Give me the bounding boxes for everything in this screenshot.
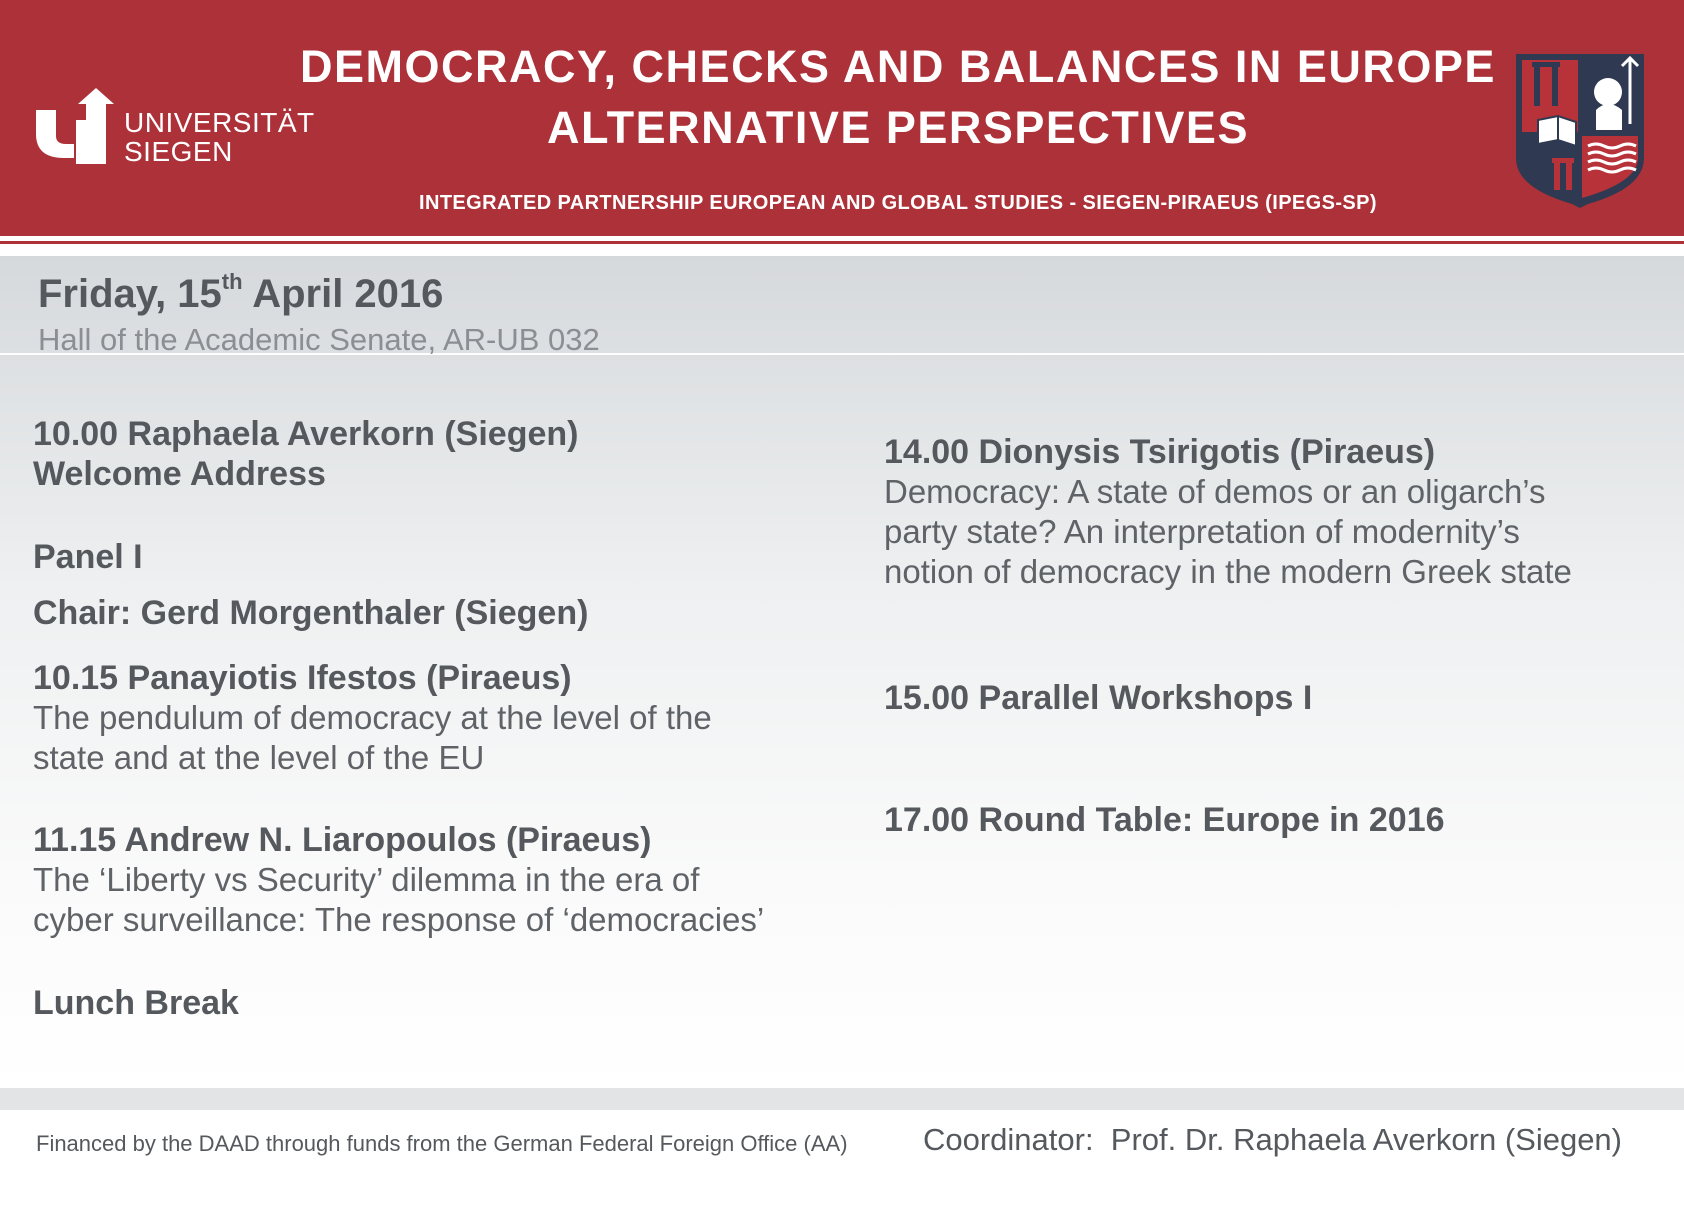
schedule-item xyxy=(33,820,764,940)
item-description: cyber surveillance: The response of ‘democracies’ xyxy=(33,901,765,938)
piraeus-crest-icon xyxy=(1512,50,1648,208)
event-venue: Hall of the Academic Senate, AR-UB 032 xyxy=(38,322,600,357)
page-subtitle: INTEGRATED PARTNERSHIP EUROPEAN AND GLOBAL STUDIES - SIEGEN-PIRAEUS (IPEGS-SP) xyxy=(419,192,1377,214)
schedule-item xyxy=(33,414,578,494)
siegen-u-icon xyxy=(36,84,116,164)
item-description: state and at the level of the EU xyxy=(33,739,485,776)
item-heading: 10.15 Panayiotis Ifestos (Piraeus) xyxy=(33,659,572,697)
footer-band xyxy=(0,1088,1684,1110)
schedule-item xyxy=(33,658,712,778)
date-suffix: th xyxy=(221,268,243,294)
item-description: party state? An interpretation of modernity’s xyxy=(884,513,1520,550)
title-line-2: ALTERNATIVE PERSPECTIVES xyxy=(547,102,1249,153)
header-divider xyxy=(0,241,1684,244)
item-heading: Panel I xyxy=(33,538,143,576)
university-siegen-logo xyxy=(36,84,336,174)
university-name xyxy=(124,108,315,166)
item-description: notion of democracy in the modern Greek state xyxy=(884,553,1572,590)
logo-line-1: UNIVERSITÄT xyxy=(124,107,315,138)
item-heading: 10.00 Raphaela Averkorn (Siegen) xyxy=(33,415,579,453)
item-heading: 14.00 Dionysis Tsirigotis (Piraeus) xyxy=(884,433,1436,471)
item-description: The ‘Liberty vs Security’ dilemma in the era of xyxy=(33,861,700,898)
title-line-1: DEMOCRACY, CHECKS AND BALANCES IN EUROPE xyxy=(300,41,1496,92)
date-day: Friday, 15 xyxy=(38,272,222,316)
header-banner xyxy=(0,0,1684,236)
funding-note: Financed by the DAAD through funds from the German Federal Foreign Office (AA) xyxy=(36,1131,848,1156)
logo-line-2: SIEGEN xyxy=(124,136,233,167)
page-title xyxy=(300,36,1496,158)
schedule-item xyxy=(33,983,239,1023)
item-heading: 15.00 Parallel Workshops I xyxy=(884,679,1313,717)
item-subheading: Welcome Address xyxy=(33,455,326,493)
date-month-year: April 2016 xyxy=(242,272,444,316)
item-heading: Lunch Break xyxy=(33,984,239,1022)
item-heading: 11.15 Andrew N. Liaropoulos (Piraeus) xyxy=(33,821,652,859)
item-subheading: Chair: Gerd Morgenthaler (Siegen) xyxy=(33,594,589,632)
schedule-item xyxy=(33,537,588,633)
item-heading: 17.00 Round Table: Europe in 2016 xyxy=(884,801,1445,839)
schedule-item xyxy=(884,800,1445,840)
coordinator-note: Coordinator: Prof. Dr. Raphaela Averkorn (Siegen) xyxy=(922,1122,1622,1157)
item-description: The pendulum of democracy at the level of the xyxy=(33,699,712,736)
item-description: Democracy: A state of demos or an oligarch’s xyxy=(884,473,1546,510)
schedule-item xyxy=(884,678,1312,718)
event-date xyxy=(38,268,444,317)
schedule-item xyxy=(884,432,1572,592)
